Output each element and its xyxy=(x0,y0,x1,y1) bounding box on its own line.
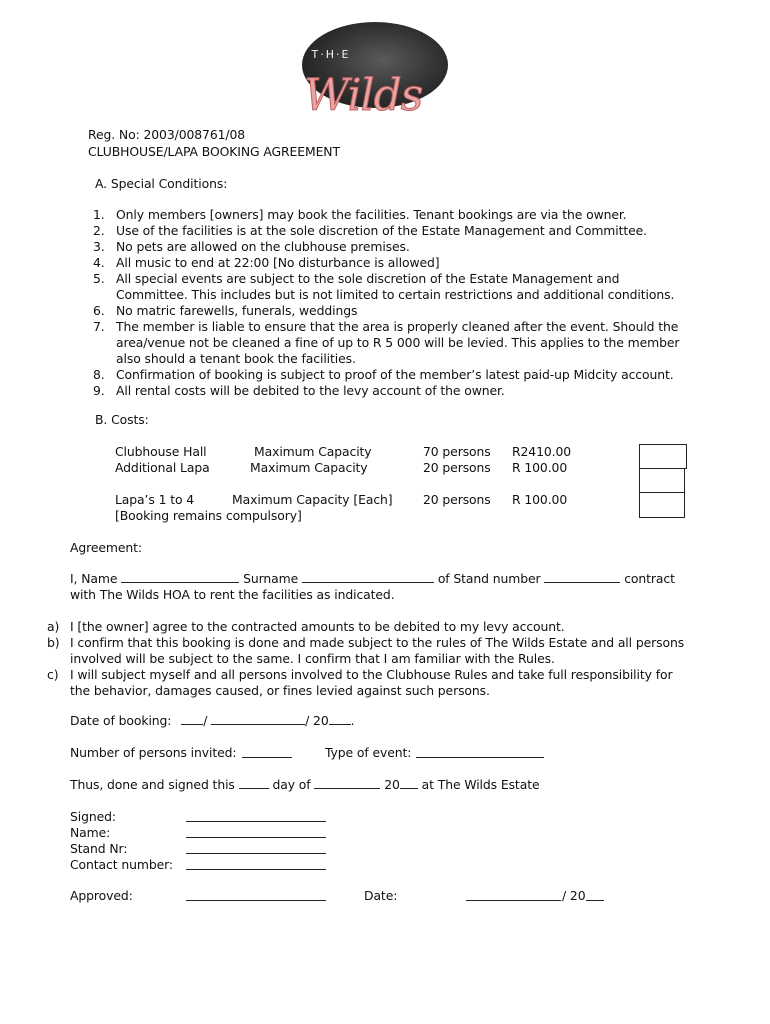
booking-day-field[interactable] xyxy=(181,713,203,725)
signed-field[interactable] xyxy=(186,821,326,822)
signed-label: Signed: xyxy=(70,809,116,824)
agreement-sentence xyxy=(70,571,675,587)
cost-capacity: Maximum Capacity [Each] xyxy=(232,492,393,507)
clause-letter: c) xyxy=(47,667,59,682)
thus-signed-row xyxy=(70,777,539,793)
date-of-booking-label: Date of booking: xyxy=(70,713,172,728)
day-of-label: day of xyxy=(272,777,311,792)
persons-invited-label: Number of persons invited: xyxy=(70,745,237,760)
at-estate-label: at The Wilds Estate xyxy=(421,777,540,792)
section-b-heading: B. Costs: xyxy=(95,412,149,427)
stand-number-field[interactable] xyxy=(544,571,620,583)
condition-text: No matric farewells, funerals, weddings xyxy=(116,303,358,318)
booking-year-prefix: / 20 xyxy=(305,713,329,728)
stand-nr-label: Stand Nr: xyxy=(70,841,128,856)
cost-venue: Clubhouse Hall xyxy=(115,444,207,459)
agreement-heading: Agreement: xyxy=(70,540,142,555)
name-field[interactable] xyxy=(121,571,239,583)
logo-the-text: T·H·E xyxy=(311,48,351,61)
clause-letter: b) xyxy=(47,635,60,650)
cost-persons: 20 persons xyxy=(423,460,491,475)
the-wilds-logo xyxy=(296,20,456,124)
condition-number: 4. xyxy=(93,255,105,270)
booking-month-field[interactable] xyxy=(211,713,305,725)
name-label: I, Name xyxy=(70,571,118,586)
condition-text: No pets are allowed on the clubhouse premises. xyxy=(116,239,410,254)
approval-date-field[interactable] xyxy=(466,900,561,901)
cost-price: R 100.00 xyxy=(512,460,568,475)
cost-capacity: Maximum Capacity xyxy=(254,444,372,459)
cost-price: R2410.00 xyxy=(512,444,572,459)
checkbox-clubhouse-hall[interactable] xyxy=(639,444,687,469)
cost-venue: Lapa’s 1 to 4 xyxy=(115,492,195,507)
contact-number-field[interactable] xyxy=(186,869,326,870)
signed-month-field[interactable] xyxy=(314,777,380,789)
checkbox-additional-lapa[interactable] xyxy=(639,468,685,493)
clause-text: the behavior, damages caused, or fines levied against such persons. xyxy=(70,683,490,698)
clause-text: I confirm that this booking is done and made subject to the rules of The Wilds Estate and all persons xyxy=(70,635,685,650)
condition-number: 6. xyxy=(93,303,105,318)
cost-price: R 100.00 xyxy=(512,492,568,507)
approval-year-prefix: / 20 xyxy=(562,888,586,903)
condition-text: All special events are subject to the sole discretion of the Estate Management and xyxy=(116,271,620,286)
clause-text: I will subject myself and all persons involved to the Clubhouse Rules and take full responsibility for xyxy=(70,667,673,682)
date-of-booking-row: Date of booking: / / 20 . xyxy=(70,713,355,728)
document-title: CLUBHOUSE/LAPA BOOKING AGREEMENT xyxy=(88,144,340,159)
contract-label: contract xyxy=(624,571,675,586)
contact-number-label: Contact number: xyxy=(70,857,173,872)
condition-number: 1. xyxy=(93,207,105,222)
date-label: Date: xyxy=(364,888,398,903)
name-label-2: Name: xyxy=(70,825,111,840)
condition-text: Use of the facilities is at the sole discretion of the Estate Management and Committee. xyxy=(116,223,648,238)
persons-invited-field[interactable] xyxy=(242,757,292,758)
cost-capacity: Maximum Capacity xyxy=(250,460,368,475)
condition-text: Only members [owners] may book the facilities. Tenant bookings are via the owner. xyxy=(116,207,627,222)
clause-text: involved will be subject to the same. I confirm that I am familiar with the Rules. xyxy=(70,651,555,666)
thus-signed-label: Thus, done and signed this xyxy=(70,777,235,792)
booking-note: [Booking remains compulsory] xyxy=(115,508,302,523)
condition-text: All rental costs will be debited to the levy account of the owner. xyxy=(116,383,505,398)
condition-text: The member is liable to ensure that the area is properly cleaned after the event. Should the xyxy=(116,319,679,334)
surname-field[interactable] xyxy=(302,571,434,583)
logo-wilds-text: Wilds xyxy=(304,70,423,121)
approval-year-field[interactable] xyxy=(586,900,604,901)
cost-persons: 70 persons xyxy=(423,444,491,459)
stand-number-label: of Stand number xyxy=(437,571,541,586)
condition-text: All music to end at 22:00 [No disturbance is allowed] xyxy=(116,255,440,270)
stand-nr-field[interactable] xyxy=(186,853,326,854)
clause-letter: a) xyxy=(47,619,60,634)
condition-text: Confirmation of booking is subject to proof of the member’s latest paid-up Midcity account. xyxy=(116,367,674,382)
checkbox-lapas[interactable] xyxy=(639,492,685,518)
signed-day-field[interactable] xyxy=(239,777,269,789)
condition-number: 8. xyxy=(93,367,105,382)
cost-persons: 20 persons xyxy=(423,492,491,507)
signed-year-field[interactable] xyxy=(400,777,418,789)
booking-year-field[interactable] xyxy=(329,713,351,725)
type-of-event-field[interactable] xyxy=(416,757,544,758)
condition-number: 7. xyxy=(93,319,105,334)
condition-number: 5. xyxy=(93,271,105,286)
condition-number: 9. xyxy=(93,383,105,398)
condition-text: also should a tenant book the facilities. xyxy=(116,351,356,366)
registration-number: Reg. No: 2003/008761/08 xyxy=(88,127,246,142)
year-20-label: 20 xyxy=(384,777,400,792)
surname-label: Surname xyxy=(243,571,299,586)
condition-text: Committee. This includes but is not limited to certain restrictions and additional conditions. xyxy=(116,287,675,302)
type-of-event-label: Type of event: xyxy=(325,745,412,760)
clause-text: I [the owner] agree to the contracted amounts to be debited to my levy account. xyxy=(70,619,565,634)
section-a-heading: A. Special Conditions: xyxy=(95,176,228,191)
condition-text: area/venue not be cleaned a fine of up to R 5 000 will be levied. This applies to the member xyxy=(116,335,680,350)
agreement-line-2: with The Wilds HOA to rent the facilities as indicated. xyxy=(70,587,395,602)
name-field-2[interactable] xyxy=(186,837,326,838)
cost-venue: Additional Lapa xyxy=(115,460,210,475)
approved-label: Approved: xyxy=(70,888,133,903)
approved-field[interactable] xyxy=(186,900,326,901)
condition-number: 2. xyxy=(93,223,105,238)
condition-number: 3. xyxy=(93,239,105,254)
